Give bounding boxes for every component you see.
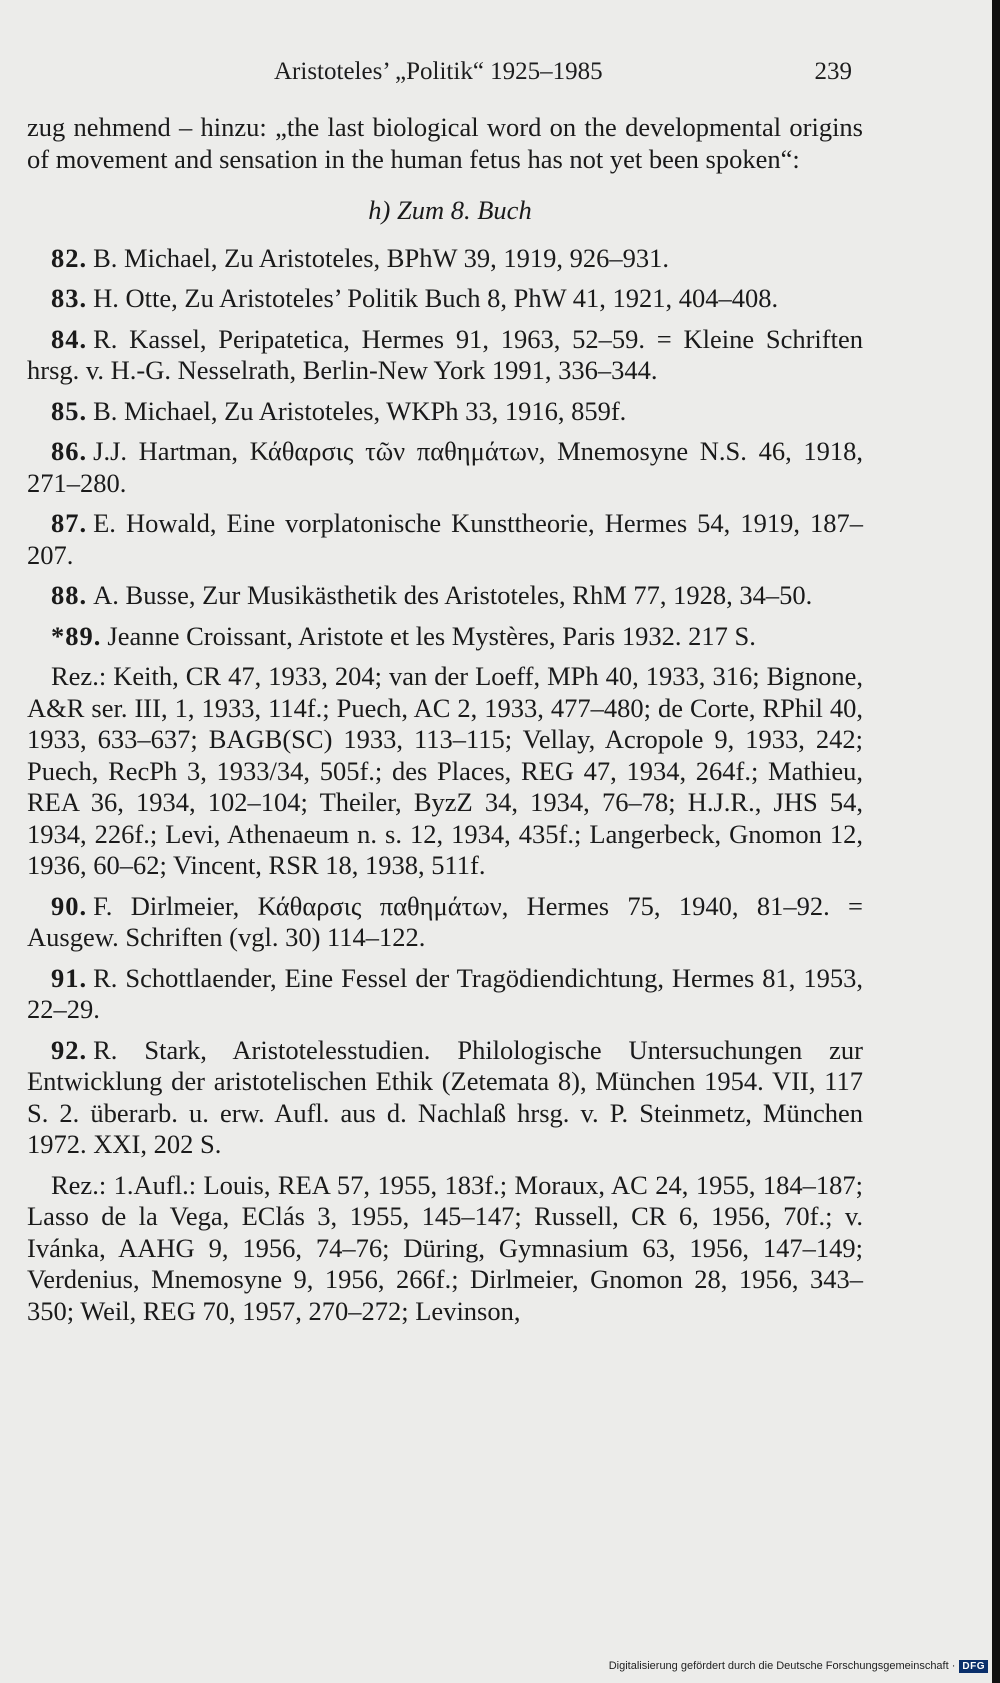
entry-number: 91. [51,962,88,993]
bibliography-entry-88 [27,580,863,612]
entry-number: 88. [51,580,88,610]
entry-number: 90. [51,890,88,921]
entry-text: J.J. Hartman, Κάθαρσις τῶν παθημάτων, Mnemosyne N.S. 46, 1918, 271–280. [27,436,863,498]
entry-number: 85. [51,395,88,426]
section-heading: h) Zum 8. Buch [368,195,532,225]
page-number: 239 [814,58,852,85]
entry-text: E. Howald, Eine vorplatonische Kunsttheorie, Hermes 54, 1919, 187–207. [27,508,863,570]
bibliography-entry-82 [27,243,863,275]
entry-text: F. Dirlmeier, Κάθαρσις παθημάτων, Hermes 75, 1940, 81–92. = Ausgew. Schriften (vgl. 30) 114–122. [27,890,863,952]
entry-number: 83. [51,283,88,313]
entry-text: R. Stark, Aristotelesstudien. Philologische Untersuchungen zur Entwicklung der aristotelischen Ethik (Zetemata 8), München 1954. VII, 117 S. 2. überarb. u. erw. Aufl. aus d. Nachlaß hrsg. v. P. Steinmetz, München 1972. XXI, 202 S. [27,1034,863,1159]
digitization-footer [609,1657,988,1675]
entry-number: 84. [51,323,88,354]
bibliography-entry-86 [27,436,863,499]
bibliography-entry-83 [27,283,863,315]
entry-number: 92. [51,1034,88,1065]
bibliography-entry-87 [27,508,863,571]
entry-text: H. Otte, Zu Aristoteles’ Politik Buch 8, PhW 41, 1921, 404–408. [93,283,779,313]
entry-number: 87. [51,508,88,538]
entry-number: 82. [51,242,88,273]
page-header [40,58,852,92]
entry-number: *89. [51,620,102,651]
running-title: Aristoteles’ „Politik“ 1925–1985 [274,58,603,85]
bibliography-entry-91 [27,963,863,1026]
entry-text: Jeanne Croissant, Aristote et les Mystères, Paris 1932. 217 S. [107,620,756,651]
body-text [27,112,863,1336]
review-list-92: Rez.: 1.Aufl.: Louis, REA 57, 1955, 183f.; Moraux, AC 24, 1955, 184–187; Lasso de la Vega, EClás 3, 1955, 145–147; Russell, CR 6, 1956, 70f.; v. Ivánka, AAHG 9, 1956, 74–76; Düring, Gymnasium 63, 1956, 147–149; Verdenius, Mnemosyne 9, 1956, 266f.; Dirlmeier, Gnomon 28, 1956, 343–350; Weil, REG 70, 1957, 270–272; Levinson, [27,1169,863,1326]
bibliography-entry-85 [27,396,863,428]
bibliography-entry-92 [27,1035,863,1161]
scan-edge [992,0,1000,1683]
dfg-logo: DFG [959,1660,988,1673]
bibliography-entry-90 [27,891,863,954]
entry-text: B. Michael, Zu Aristoteles, WKPh 33, 1916, 859f. [93,395,627,426]
entry-text: B. Michael, Zu Aristoteles, BPhW 39, 1919, 926–931. [93,242,669,273]
footer-text: Digitalisierung gefördert durch die Deutsche Forschungsgemeinschaft · [608,1660,956,1672]
bibliography-entry-89 [27,621,863,653]
review-list-89: Rez.: Keith, CR 47, 1933, 204; van der Loeff, MPh 40, 1933, 316; Bignone, A&R ser. III, 1, 1933, 114f.; Puech, AC 2, 1933, 477–480; de Corte, RPhil 40, 1933, 633–637; BAGB(SC) 1933, 113–115; Vellay, Acropole 9, 1933, 242; Puech, RecPh 3, 1933/34, 505f.; des Places, REG 47, 1934, 264f.; Mathieu, REA 36, 1934, 102–104; Theiler, ByzZ 34, 1934, 76–78; H.J.R., JHS 54, 1934, 226f.; Levi, Athenaeum n. s. 12, 1934, 435f.; Langerbeck, Gnomon 12, 1936, 60–62; Vincent, RSR 18, 1938, 511f. [27,661,863,880]
entry-text: R. Schottlaender, Eine Fessel der Tragödiendichtung, Hermes 81, 1953, 22–29. [27,962,863,1024]
bibliography-entry-84 [27,324,863,387]
entry-text: A. Busse, Zur Musikästhetik des Aristoteles, RhM 77, 1928, 34–50. [93,580,813,610]
intro-paragraph: zug nehmend – hinzu: „the last biological word on the developmental origins of movement and sensation in the human fetus has not yet been spoken“: [27,112,863,174]
entry-text: R. Kassel, Peripatetica, Hermes 91, 1963, 52–59. = Kleine Schriften hrsg. v. H.-G. Nesselrath, Berlin-New York 1991, 336–344. [27,323,863,385]
entry-number: 86. [51,436,88,466]
